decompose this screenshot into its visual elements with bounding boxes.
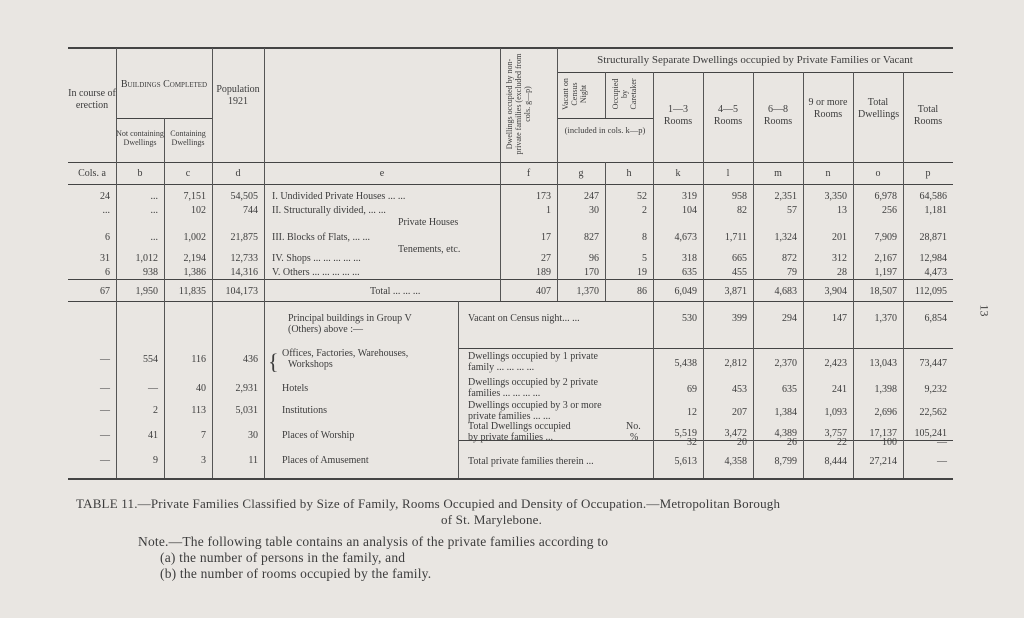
cell-m: 8,799: [774, 456, 797, 467]
rule: [68, 279, 953, 280]
cell-c: 11,835: [178, 286, 206, 297]
cell-b: 9: [153, 455, 158, 466]
cell-l: 665: [732, 253, 747, 264]
summary-label: Total private families therein ...: [468, 456, 594, 467]
cell-f: 27: [541, 253, 551, 264]
rule: [212, 48, 213, 478]
cell-f: 407: [536, 286, 551, 297]
rule: [264, 48, 265, 478]
cell-h: 86: [637, 286, 647, 297]
cell-k: 69: [687, 384, 697, 395]
cell-a: ...: [102, 205, 110, 216]
cell-a: —: [100, 383, 110, 394]
rule: [68, 162, 953, 163]
page-number: 13: [977, 304, 992, 317]
cell-d: 30: [248, 430, 258, 441]
cell-l: 958: [732, 191, 747, 202]
cell-d: 2,931: [235, 383, 258, 394]
caption-line-2: of St. Marylebone.: [441, 512, 543, 527]
cell-l: 207: [732, 407, 747, 418]
rule: [557, 72, 953, 73]
header-occupied-caretaker: Occupied by Caretaker: [611, 78, 638, 110]
cell-g: 827: [584, 232, 599, 243]
cell-n: 22: [837, 437, 847, 448]
cell-n: 13: [837, 205, 847, 216]
building-label: Institutions: [282, 405, 328, 416]
cell-o: 7,909: [874, 232, 897, 243]
cell-l: 399: [732, 313, 747, 324]
cell-l: 1,711: [724, 232, 747, 243]
cell-d: 436: [243, 354, 258, 365]
header-rooms-4-5: 4—5 Rooms: [713, 104, 743, 127]
header-structurally-separate: Structurally Separate Dwellings occupied by Private Families or Vacant: [597, 54, 913, 66]
table-bottom-rule: [68, 478, 953, 480]
cell-l: 2,812: [724, 358, 747, 369]
header-rooms-6-8: 6—8 Rooms: [763, 104, 793, 127]
cell-k: 5,519: [674, 428, 697, 439]
cell-o: 100: [882, 437, 897, 448]
cell-g: 247: [584, 191, 599, 202]
rule: [703, 72, 704, 478]
cell-c: 1,002: [183, 232, 206, 243]
cell-c: 2,194: [183, 253, 206, 264]
col-letter-f: f: [526, 168, 531, 179]
cell-c: 40: [196, 383, 206, 394]
cell-c: 7,151: [183, 191, 206, 202]
cell-o: 6,978: [874, 191, 897, 202]
rule: [116, 48, 117, 478]
note-a: (a) the number of persons in the family, and: [160, 550, 406, 565]
cell-n: 2,423: [824, 358, 847, 369]
cell-m: 2,351: [774, 191, 797, 202]
row-label: V. Others ... ... ... ... ...: [272, 267, 360, 278]
cell-d: 104,173: [225, 286, 258, 297]
tag-percent: %: [630, 432, 639, 443]
cell-m: 294: [782, 313, 797, 324]
header-in-course: In course of erection: [68, 88, 116, 111]
header-rooms-9: 9 or more Rooms: [808, 97, 848, 120]
cell-m: 1,384: [774, 407, 797, 418]
cell-p: 28,871: [919, 232, 947, 243]
cell-c: 1,386: [183, 267, 206, 278]
rule: [68, 184, 953, 185]
cell-o: 2,167: [874, 253, 897, 264]
cell-o: 17,137: [869, 428, 897, 439]
note-text: Note.—The following table contains an analysis of the private families according to: [138, 534, 609, 549]
cell-b: ...: [150, 205, 158, 216]
cell-k: 4,673: [674, 232, 697, 243]
cell-k: 32: [687, 437, 697, 448]
summary-label-2: by private families ...: [468, 432, 553, 443]
cell-o: 256: [882, 205, 897, 216]
cell-a: 6: [105, 232, 110, 243]
cell-h: 52: [637, 191, 647, 202]
cell-m: 872: [782, 253, 797, 264]
principal-heading-2: (Others) above :—: [288, 324, 363, 335]
cell-l: 453: [732, 384, 747, 395]
rule: [803, 72, 804, 478]
cell-n: 8,444: [824, 456, 847, 467]
cell-g: 1,370: [576, 286, 599, 297]
cell-n: 241: [832, 384, 847, 395]
cell-n: 3,904: [824, 286, 847, 297]
col-letter-o: o: [875, 168, 881, 179]
header-containing: Containing Dwellings: [170, 129, 206, 147]
cell-b: 1,950: [135, 286, 158, 297]
cell-k: 5,438: [674, 358, 697, 369]
cell-b: ...: [150, 191, 158, 202]
cell-a: 6: [105, 267, 110, 278]
cell-d: 14,316: [230, 267, 258, 278]
cell-n: 312: [832, 253, 847, 264]
cell-k: 6,049: [674, 286, 697, 297]
header-total-rooms: Total Rooms: [913, 104, 943, 127]
cell-p: 73,447: [919, 358, 947, 369]
col-letter-l: l: [726, 168, 730, 179]
rule: [68, 301, 953, 302]
summary-label: Dwellings occupied by 2 private: [468, 377, 598, 388]
header-not-containing: Not containing Dwellings: [116, 129, 164, 147]
cell-c: 113: [191, 405, 206, 416]
cell-n: 1,093: [824, 407, 847, 418]
cell-k: 104: [682, 205, 697, 216]
summary-label-2: families ... ... ... ...: [468, 388, 541, 399]
summary-label-2: family ... ... ... ...: [468, 362, 535, 373]
rule: [903, 72, 904, 478]
cell-m: 26: [787, 437, 797, 448]
cell-d: 5,031: [235, 405, 258, 416]
rule: [458, 348, 953, 349]
cell-h: 2: [642, 205, 647, 216]
rule: [753, 72, 754, 478]
cell-d: 21,875: [230, 232, 258, 243]
col-letter-b: b: [137, 168, 143, 179]
cell-c: 7: [201, 430, 206, 441]
cell-a: 67: [100, 286, 110, 297]
cell-p: —: [937, 437, 947, 448]
cell-h: 19: [637, 267, 647, 278]
cell-f: 173: [536, 191, 551, 202]
row-label-2: Tenements, etc.: [398, 244, 461, 255]
cell-m: 4,683: [774, 286, 797, 297]
cell-l: 4,358: [724, 456, 747, 467]
cell-p: —: [937, 456, 947, 467]
header-included: (included in cols. k—p): [564, 125, 646, 135]
col-letter-k: k: [675, 168, 681, 179]
col-letter-d: d: [235, 168, 241, 179]
cell-o: 1,398: [874, 384, 897, 395]
building-label-2: Workshops: [288, 359, 333, 370]
building-label: Places of Worship: [282, 430, 355, 441]
col-letter-m: m: [774, 168, 782, 179]
building-label: Places of Amusement: [282, 455, 369, 466]
cell-f: 189: [536, 267, 551, 278]
rule: [653, 72, 654, 478]
col-letter-n: n: [825, 168, 831, 179]
cell-b: 2: [153, 405, 158, 416]
header-rooms-1-3: 1—3 Rooms: [663, 104, 693, 127]
cell-a: —: [100, 455, 110, 466]
cell-o: 27,214: [869, 456, 897, 467]
total-label: Total ... ... ...: [370, 286, 421, 297]
cell-l: 20: [737, 437, 747, 448]
cell-k: 318: [682, 253, 697, 264]
header-population: Population 1921: [216, 84, 260, 107]
col-letter-p: p: [925, 168, 931, 179]
cell-p: 105,241: [914, 428, 947, 439]
cell-a: —: [100, 430, 110, 441]
cell-c: 116: [191, 354, 206, 365]
cell-b: 41: [148, 430, 158, 441]
cell-p: 12,984: [919, 253, 947, 264]
header-vacant: Vacant on Census Night: [561, 78, 588, 110]
cell-b: 1,012: [135, 253, 158, 264]
row-label-2: Private Houses: [398, 217, 459, 228]
table-top-rule: [68, 47, 953, 49]
caption-line-1: TABLE 11.—Private Families Classified by Size of Family, Rooms Occupied and Density of Occupation.—Metropolitan Borough: [76, 496, 781, 511]
cell-m: 1,324: [774, 232, 797, 243]
row-label: III. Blocks of Flats, ... ...: [272, 232, 371, 243]
summary-label: Vacant on Census night... ...: [468, 313, 580, 324]
cell-b: ...: [150, 232, 158, 243]
rule: [557, 118, 653, 119]
cell-d: 12,733: [230, 253, 258, 264]
cell-m: 4,389: [774, 428, 797, 439]
rule: [853, 72, 854, 478]
col-letter-g: g: [578, 168, 584, 179]
cell-o: 2,696: [874, 407, 897, 418]
cell-n: 147: [832, 313, 847, 324]
cell-p: 1,181: [924, 205, 947, 216]
cell-f: 1: [546, 205, 551, 216]
brace-icon: {: [268, 349, 279, 374]
cell-g: 170: [584, 267, 599, 278]
cell-o: 18,507: [869, 286, 897, 297]
cell-b: —: [148, 383, 158, 394]
rule: [458, 301, 459, 478]
cell-a: 24: [100, 191, 110, 202]
building-label: Offices, Factories, Warehouses,: [282, 348, 409, 359]
cell-c: 3: [201, 455, 206, 466]
cell-a: 31: [100, 253, 110, 264]
cell-a: —: [100, 354, 110, 365]
cell-k: 530: [682, 313, 697, 324]
cell-n: 3,757: [824, 428, 847, 439]
summary-label: Dwellings occupied by 1 private: [468, 351, 598, 362]
cell-m: 2,370: [774, 358, 797, 369]
cell-p: 22,562: [919, 407, 947, 418]
header-buildings-completed: Buildings Completed: [120, 79, 208, 90]
cell-p: 9,232: [924, 384, 947, 395]
cell-n: 201: [832, 232, 847, 243]
summary-label: Dwellings occupied by 3 or more: [468, 400, 602, 411]
cell-g: 96: [589, 253, 599, 264]
cell-o: 1,197: [874, 267, 897, 278]
summary-label: Total Dwellings occupied: [468, 421, 571, 432]
cell-d: 744: [243, 205, 258, 216]
cell-c: 102: [191, 205, 206, 216]
cell-o: 1,370: [874, 313, 897, 324]
cell-b: 554: [143, 354, 158, 365]
cell-n: 3,350: [824, 191, 847, 202]
cell-h: 5: [642, 253, 647, 264]
cell-b: 938: [143, 267, 158, 278]
cell-l: 82: [737, 205, 747, 216]
note-b: (b) the number of rooms occupied by the family.: [160, 566, 432, 581]
building-label: Hotels: [282, 383, 309, 394]
cell-p: 64,586: [919, 191, 947, 202]
cell-m: 635: [782, 384, 797, 395]
cell-l: 3,871: [724, 286, 747, 297]
cell-k: 5,613: [674, 456, 697, 467]
summary-label-2: private families ... ...: [468, 411, 551, 422]
col-letter-c: c: [185, 168, 191, 179]
rule: [605, 162, 606, 301]
header-dwellings-nonprivate: Dwellings occupied by non-private families (excluded from cols. g—p): [505, 53, 532, 155]
cell-m: 57: [787, 205, 797, 216]
cell-g: 30: [589, 205, 599, 216]
cell-k: 319: [682, 191, 697, 202]
cell-d: 54,505: [230, 191, 258, 202]
cell-d: 11: [248, 455, 258, 466]
cell-k: 635: [682, 267, 697, 278]
row-label: II. Structurally divided, ... ...: [272, 205, 386, 216]
cell-p: 6,854: [924, 313, 947, 324]
cell-p: 112,095: [914, 286, 947, 297]
cell-h: 8: [642, 232, 647, 243]
cell-a: —: [100, 405, 110, 416]
col-letter-e: e: [379, 168, 385, 179]
cell-l: 3,472: [724, 428, 747, 439]
cell-k: 12: [687, 407, 697, 418]
cell-n: 28: [837, 267, 847, 278]
cell-m: 79: [787, 267, 797, 278]
table-caption: [76, 496, 780, 511]
row-label: IV. Shops ... ... ... ... ...: [272, 253, 361, 264]
header-total-dwellings: Total Dwellings: [858, 97, 900, 120]
cell-o: 13,043: [869, 358, 897, 369]
cell-l: 455: [732, 267, 747, 278]
cell-p: 4,473: [924, 267, 947, 278]
col-letter-a: Cols. a: [78, 168, 106, 179]
principal-heading: Principal buildings in Group V: [288, 313, 412, 324]
row-label: I. Undivided Private Houses ... ...: [272, 191, 406, 202]
rule: [605, 72, 606, 118]
col-letter-h: h: [626, 168, 632, 179]
tag-no: No.: [626, 421, 641, 432]
cell-f: 17: [541, 232, 551, 243]
